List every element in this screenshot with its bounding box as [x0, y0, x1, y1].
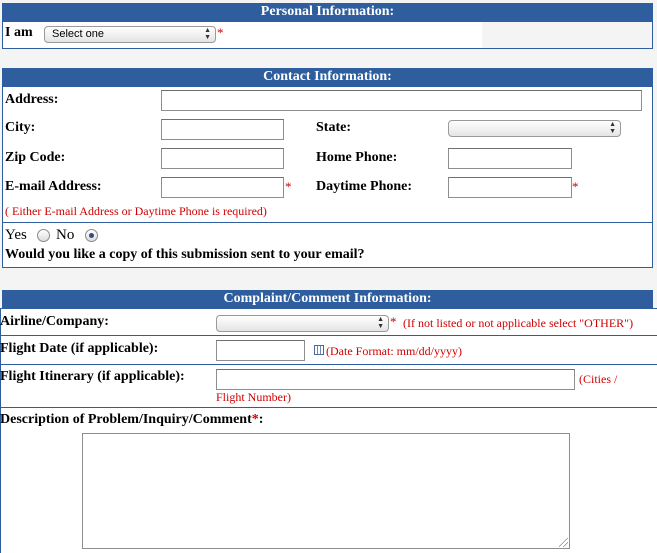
date-format-note: (Date Format: mm/dd/yyyy): [326, 344, 462, 358]
itinerary-divider: [0, 407, 657, 408]
updown-arrows-icon: ▲ ▼: [609, 121, 616, 135]
state-label: State:: [316, 120, 351, 135]
contact-divider: [2, 222, 653, 223]
i-am-select[interactable]: [44, 26, 216, 43]
description-required-mark: *: [251, 412, 259, 427]
yes-radio[interactable]: [37, 229, 50, 242]
daytime-phone-required-mark: *: [572, 179, 579, 194]
updown-arrows-icon: ▲ ▼: [377, 316, 384, 330]
address-input[interactable]: [161, 90, 642, 111]
address-label: Address:: [5, 92, 59, 107]
yes-label: Yes: [5, 227, 27, 243]
email-input[interactable]: [161, 177, 284, 198]
flight-date-divider: [0, 364, 657, 365]
flight-itinerary-input[interactable]: [216, 369, 575, 390]
daytime-phone-input[interactable]: [448, 177, 572, 198]
contact-info-header: Contact Information:: [2, 68, 653, 86]
email-required-mark: *: [285, 179, 292, 194]
no-radio[interactable]: [85, 229, 98, 242]
i-am-label: I am: [5, 25, 33, 40]
personal-info-gray-column: [482, 22, 652, 48]
city-input[interactable]: [161, 119, 284, 140]
updown-arrows-icon: ▲ ▼: [204, 27, 211, 41]
flight-date-input[interactable]: [216, 340, 305, 361]
airline-divider: [0, 335, 657, 336]
description-label: [0, 412, 263, 428]
either-required-note: ( Either E-mail Address or Daytime Phone is required): [5, 204, 267, 218]
textarea-resize-handle-icon[interactable]: [559, 538, 568, 547]
i-am-select-value: Select one: [52, 28, 104, 40]
description-textarea[interactable]: [82, 433, 570, 549]
airline-other-note: (If not listed or not applicable select "OTHER"): [403, 316, 634, 330]
email-label: E-mail Address:: [5, 179, 102, 194]
complaint-info-header: Complaint/Comment Information:: [2, 290, 653, 308]
airline-company-select[interactable]: [216, 315, 389, 332]
zip-code-input[interactable]: [161, 148, 284, 169]
itinerary-note-flight-number: Flight Number): [216, 390, 291, 404]
zip-code-label: Zip Code:: [5, 150, 66, 165]
airline-company-label: Airline/Company:: [0, 314, 109, 329]
flight-date-label: Flight Date (if applicable):: [0, 341, 159, 356]
itinerary-note-cities: (Cities /: [579, 372, 618, 386]
daytime-phone-label: Daytime Phone:: [316, 179, 413, 194]
no-label: No: [56, 227, 75, 243]
flight-itinerary-label: Flight Itinerary (if applicable):: [0, 369, 185, 384]
home-phone-input[interactable]: [448, 148, 572, 169]
airline-required-mark: *: [390, 314, 397, 329]
copy-question-label: Would you like a copy of this submission sent to your email?: [5, 247, 365, 262]
description-label-colon: :: [258, 412, 264, 427]
i-am-required-mark: *: [217, 25, 224, 40]
city-label: City:: [5, 120, 36, 135]
description-label-text: Description of Problem/Inquiry/Comment: [0, 412, 252, 427]
state-select[interactable]: [448, 120, 621, 137]
personal-info-header: Personal Information:: [2, 3, 653, 21]
home-phone-label: Home Phone:: [316, 150, 398, 165]
calendar-icon[interactable]: [314, 345, 324, 355]
